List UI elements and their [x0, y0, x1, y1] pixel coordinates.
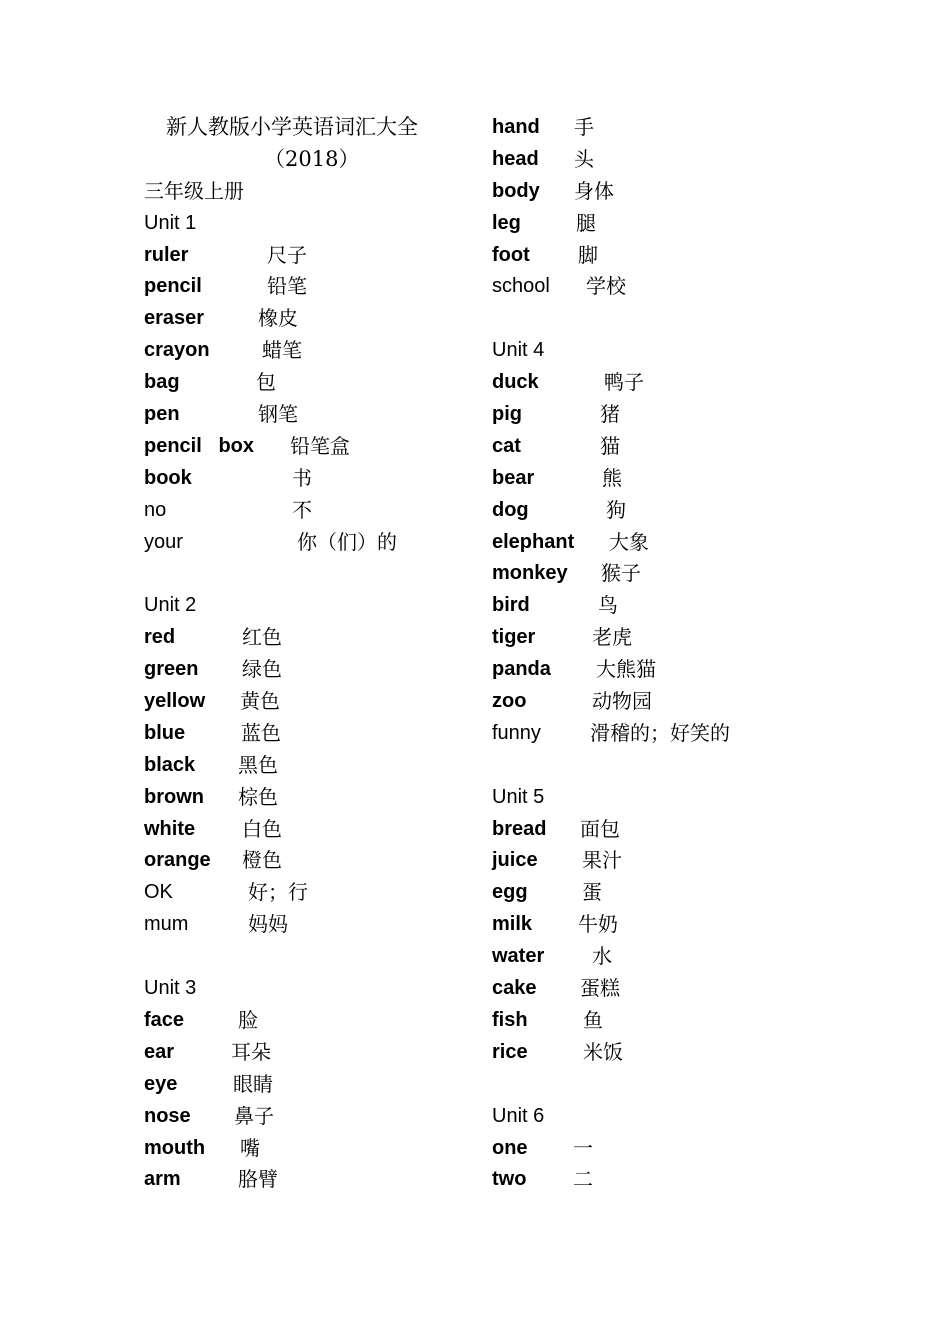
english-word: eraser — [144, 307, 205, 330]
english-word: funny — [492, 721, 541, 744]
vocab-entry — [492, 718, 812, 750]
chinese-meaning: 鼻子 — [234, 1103, 274, 1128]
chinese-meaning: 二 — [573, 1167, 593, 1192]
english-word: zoo — [492, 690, 527, 713]
vocab-entry — [144, 1164, 464, 1196]
english-word: milk — [492, 913, 533, 936]
chinese-meaning: 学校 — [586, 274, 626, 299]
blank-line — [492, 750, 812, 782]
english-word: mouth — [144, 1136, 206, 1159]
vocab-entry — [492, 686, 812, 718]
english-word: cat — [492, 434, 521, 457]
vocab-entry — [492, 495, 812, 527]
vocab-entry — [492, 240, 812, 272]
chinese-meaning: 脚 — [578, 242, 598, 267]
vocab-entry — [492, 909, 812, 941]
chinese-meaning: 蛋糕 — [580, 976, 620, 1001]
vocab-entry — [144, 240, 464, 272]
vocab-entry — [492, 1037, 812, 1069]
vocab-entry — [492, 431, 812, 463]
vocab-entry — [144, 686, 464, 718]
english-word: pencil box — [144, 434, 255, 457]
chinese-meaning: 水 — [592, 944, 612, 969]
vocab-entry — [492, 527, 812, 559]
english-word: dog — [492, 498, 529, 521]
vocab-entry — [144, 909, 464, 941]
chinese-meaning: 铅笔盒 — [290, 433, 350, 458]
chinese-meaning: 滑稽的；好笑的 — [590, 720, 730, 745]
chinese-meaning: 黑色 — [238, 752, 278, 777]
vocab-entry — [144, 1133, 464, 1165]
chinese-meaning: 蓝色 — [241, 720, 281, 745]
english-word: brown — [144, 785, 204, 808]
english-word: cake — [492, 977, 537, 1000]
english-word: monkey — [492, 562, 568, 585]
english-word: tiger — [492, 626, 536, 649]
english-word: ruler — [144, 243, 189, 266]
vocab-entry — [144, 399, 464, 431]
chinese-meaning: 猫 — [600, 433, 620, 458]
chinese-meaning: 果汁 — [582, 848, 622, 873]
vocab-entry — [144, 622, 464, 654]
chinese-meaning: 猪 — [600, 402, 620, 427]
vocab-entry — [492, 399, 812, 431]
english-word: ear — [144, 1040, 175, 1063]
english-word: elephant — [492, 530, 575, 553]
english-word: fish — [492, 1008, 528, 1031]
english-word: juice — [492, 849, 538, 872]
vocab-entry — [492, 208, 812, 240]
english-word: head — [492, 147, 539, 170]
english-word: white — [144, 817, 196, 840]
english-word: nose — [144, 1104, 191, 1127]
english-word: pencil — [144, 275, 202, 298]
chinese-meaning: 猴子 — [601, 561, 641, 586]
vocab-entry — [144, 877, 464, 909]
unit-heading: Unit 6 — [492, 1104, 545, 1127]
chinese-meaning: 头 — [574, 146, 594, 171]
english-word: pig — [492, 403, 522, 426]
vocab-entry — [492, 877, 812, 909]
english-word: bread — [492, 817, 547, 840]
chinese-meaning: 面包 — [580, 816, 620, 841]
vocab-entry — [144, 495, 464, 527]
chinese-meaning: 嘴 — [240, 1135, 260, 1160]
chinese-meaning: 蜡笔 — [262, 338, 302, 363]
right-column — [492, 112, 812, 1196]
vocab-entry — [144, 654, 464, 686]
vocab-entry — [492, 941, 812, 973]
vocab-entry — [144, 845, 464, 877]
english-word: bird — [492, 594, 530, 617]
chinese-meaning: 书 — [292, 465, 312, 490]
chinese-meaning: 绿色 — [242, 657, 282, 682]
english-word: no — [144, 498, 167, 521]
unit-heading: Unit 4 — [492, 339, 545, 362]
english-word: egg — [492, 881, 528, 904]
vocab-entry — [492, 590, 812, 622]
english-word: hand — [492, 116, 540, 138]
chinese-meaning: 胳臂 — [238, 1167, 278, 1192]
english-word: two — [492, 1168, 527, 1191]
chinese-meaning: 橙色 — [242, 848, 282, 873]
chinese-meaning: 鸭子 — [604, 370, 644, 395]
chinese-meaning: 鸟 — [598, 593, 618, 618]
vocab-entry — [492, 814, 812, 846]
unit-heading: Unit 1 — [144, 211, 197, 234]
vocab-entry — [492, 176, 812, 208]
english-word: arm — [144, 1168, 181, 1191]
english-word: book — [144, 466, 192, 489]
vocab-entry — [144, 1037, 464, 1069]
english-word: leg — [492, 211, 521, 234]
unit-heading: Unit 3 — [144, 977, 197, 1000]
english-word: school — [492, 275, 550, 298]
vocab-entry — [492, 367, 812, 399]
english-word: blue — [144, 721, 186, 744]
vocab-entry — [492, 271, 812, 303]
chinese-meaning: 熊 — [602, 465, 622, 490]
chinese-meaning: 尺子 — [267, 242, 307, 267]
chinese-meaning: 包 — [256, 370, 276, 395]
vocab-entry — [144, 527, 464, 559]
chinese-meaning: 棕色 — [238, 784, 278, 809]
english-word: rice — [492, 1040, 528, 1063]
vocab-entry — [144, 814, 464, 846]
vocab-entry — [492, 654, 812, 686]
vocab-entry — [144, 782, 464, 814]
english-word: crayon — [144, 339, 210, 362]
vocab-entry — [144, 431, 464, 463]
vocab-entry — [492, 112, 812, 144]
vocab-entry — [144, 367, 464, 399]
chinese-meaning: 大熊猫 — [596, 657, 656, 682]
chinese-meaning: 脸 — [238, 1007, 258, 1032]
english-word: water — [492, 945, 545, 968]
chinese-meaning: 你（们）的 — [297, 529, 397, 554]
vocab-entry — [492, 973, 812, 1005]
chinese-meaning: 鱼 — [583, 1007, 603, 1032]
chinese-meaning: 一 — [573, 1135, 593, 1160]
vocab-entry — [144, 1069, 464, 1101]
english-word: OK — [144, 881, 173, 904]
english-word: one — [492, 1136, 528, 1159]
english-word: yellow — [144, 690, 206, 713]
chinese-meaning: 白色 — [242, 816, 282, 841]
english-word: green — [144, 658, 199, 681]
english-word: mum — [144, 913, 189, 936]
chinese-meaning: 老虎 — [592, 625, 632, 650]
vocab-entry — [144, 463, 464, 495]
vocab-entry — [144, 718, 464, 750]
vocab-entry — [492, 845, 812, 877]
unit-heading: Unit 2 — [144, 594, 197, 617]
english-word: orange — [144, 849, 211, 872]
english-word: foot — [492, 243, 530, 266]
chinese-meaning: 钢笔 — [258, 402, 298, 427]
grade-label: 三年级上册 — [144, 178, 244, 203]
english-word: bag — [144, 371, 180, 394]
chinese-meaning: 狗 — [606, 497, 626, 522]
vocab-entry — [144, 303, 464, 335]
vocab-entry — [492, 558, 812, 590]
english-word: face — [144, 1008, 185, 1031]
chinese-meaning: 铅笔 — [267, 274, 307, 299]
chinese-meaning: 牛奶 — [578, 912, 618, 937]
document-title: 新人教版小学英语词汇大全 — [166, 115, 418, 139]
chinese-meaning: 好；行 — [248, 880, 308, 905]
english-word: pen — [144, 403, 180, 426]
chinese-meaning: 不 — [292, 497, 312, 522]
english-word: body — [492, 179, 540, 202]
vocab-entry — [492, 144, 812, 176]
english-word: bear — [492, 466, 535, 489]
blank-line — [492, 303, 812, 335]
vocab-entry — [492, 1005, 812, 1037]
left-column — [144, 112, 464, 1196]
chinese-meaning: 眼睛 — [233, 1071, 273, 1096]
vocab-entry — [492, 463, 812, 495]
vocab-entry — [144, 335, 464, 367]
document-year: （2018） — [264, 146, 360, 171]
blank-line — [144, 558, 464, 590]
chinese-meaning: 黄色 — [240, 689, 280, 714]
chinese-meaning: 橡皮 — [258, 306, 298, 331]
english-word: eye — [144, 1072, 178, 1095]
english-word: panda — [492, 658, 551, 681]
english-word: black — [144, 753, 196, 776]
vocab-entry — [492, 1164, 812, 1196]
chinese-meaning: 大象 — [609, 529, 649, 554]
unit-heading: Unit 5 — [492, 785, 545, 808]
vocab-entry — [144, 750, 464, 782]
chinese-meaning: 米饭 — [583, 1039, 623, 1064]
chinese-meaning: 蛋 — [582, 880, 602, 905]
vocab-entry — [144, 1101, 464, 1133]
vocab-entry — [492, 622, 812, 654]
chinese-meaning: 动物园 — [592, 689, 652, 714]
chinese-meaning: 妈妈 — [248, 912, 288, 937]
chinese-meaning: 手 — [574, 115, 594, 139]
vocab-entry — [144, 1005, 464, 1037]
blank-line — [492, 1069, 812, 1101]
chinese-meaning: 红色 — [242, 625, 282, 650]
chinese-meaning: 腿 — [576, 210, 596, 235]
blank-line — [144, 941, 464, 973]
english-word: your — [144, 530, 183, 553]
chinese-meaning: 耳朵 — [231, 1039, 271, 1064]
english-word: red — [144, 626, 176, 649]
chinese-meaning: 身体 — [574, 178, 614, 203]
english-word: duck — [492, 371, 539, 394]
vocab-entry — [492, 1133, 812, 1165]
vocab-entry — [144, 271, 464, 303]
